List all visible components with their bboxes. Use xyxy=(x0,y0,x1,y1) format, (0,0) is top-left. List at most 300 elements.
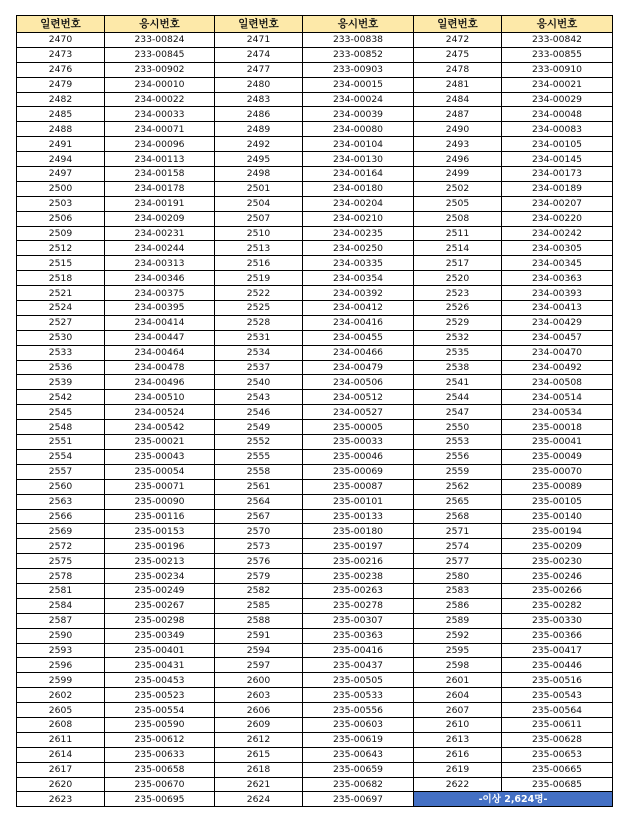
serial-number-cell: 2576 xyxy=(215,554,303,569)
table-row xyxy=(17,628,613,643)
serial-number-cell: 2593 xyxy=(17,643,105,658)
exam-number-cell: 234-00464 xyxy=(105,345,215,360)
exam-number-cell: 234-00478 xyxy=(105,360,215,375)
serial-number-cell: 2617 xyxy=(17,762,105,777)
serial-number-cell: 2610 xyxy=(414,717,502,732)
exam-number-cell: 235-00695 xyxy=(105,792,215,807)
serial-number-cell: 2534 xyxy=(215,345,303,360)
table-body xyxy=(17,33,613,807)
serial-number-cell: 2592 xyxy=(414,628,502,643)
exam-number-cell: 235-00246 xyxy=(502,569,613,584)
serial-number-cell: 2559 xyxy=(414,464,502,479)
exam-number-cell: 234-00363 xyxy=(502,271,613,286)
exam-number-cell: 235-00249 xyxy=(105,583,215,598)
serial-number-cell: 2508 xyxy=(414,211,502,226)
exam-number-cell: 235-00234 xyxy=(105,569,215,584)
table-row xyxy=(17,181,613,196)
exam-number-cell: 234-00542 xyxy=(105,420,215,435)
serial-number-cell: 2488 xyxy=(17,122,105,137)
serial-number-cell: 2579 xyxy=(215,569,303,584)
exam-number-cell: 235-00263 xyxy=(303,583,414,598)
serial-number-cell: 2602 xyxy=(17,688,105,703)
exam-number-cell: 235-00018 xyxy=(502,420,613,435)
table-row xyxy=(17,375,613,390)
serial-number-cell: 2570 xyxy=(215,524,303,539)
serial-number-cell: 2595 xyxy=(414,643,502,658)
table-row xyxy=(17,583,613,598)
exam-number-cell: 234-00039 xyxy=(303,107,414,122)
serial-number-cell: 2532 xyxy=(414,330,502,345)
table-row xyxy=(17,494,613,509)
exam-number-cell: 233-00845 xyxy=(105,47,215,62)
table-row xyxy=(17,62,613,77)
exam-number-cell: 234-00130 xyxy=(303,152,414,167)
serial-number-cell: 2621 xyxy=(215,777,303,792)
exam-number-cell: 234-00375 xyxy=(105,286,215,301)
exam-number-cell: 235-00556 xyxy=(303,703,414,718)
exam-number-cell: 235-00069 xyxy=(303,464,414,479)
table-row xyxy=(17,226,613,241)
serial-number-cell: 2575 xyxy=(17,554,105,569)
table-row xyxy=(17,77,613,92)
exam-number-cell: 234-00429 xyxy=(502,315,613,330)
exam-number-cell: 234-00080 xyxy=(303,122,414,137)
serial-number-cell: 2605 xyxy=(17,703,105,718)
table-row xyxy=(17,345,613,360)
exam-number-cell: 235-00089 xyxy=(502,479,613,494)
exam-number-cell: 234-00416 xyxy=(303,315,414,330)
table-row xyxy=(17,732,613,747)
exam-number-cell: 235-00307 xyxy=(303,613,414,628)
serial-number-cell: 2524 xyxy=(17,301,105,316)
serial-number-cell: 2486 xyxy=(215,107,303,122)
exam-number-cell: 234-00510 xyxy=(105,390,215,405)
serial-number-cell: 2525 xyxy=(215,301,303,316)
exam-number-cell: 235-00090 xyxy=(105,494,215,509)
serial-number-cell: 2604 xyxy=(414,688,502,703)
exam-number-cell: 234-00231 xyxy=(105,226,215,241)
exam-number-cell: 235-00196 xyxy=(105,539,215,554)
exam-number-cell: 234-00096 xyxy=(105,137,215,152)
serial-number-cell: 2510 xyxy=(215,226,303,241)
serial-number-cell: 2503 xyxy=(17,196,105,211)
serial-number-cell: 2551 xyxy=(17,435,105,450)
serial-number-cell: 2613 xyxy=(414,732,502,747)
exam-number-cell: 235-00554 xyxy=(105,703,215,718)
serial-number-cell: 2547 xyxy=(414,405,502,420)
exam-number-cell: 234-00413 xyxy=(502,301,613,316)
serial-number-cell: 2490 xyxy=(414,122,502,137)
header-serial-number: 일련번호 xyxy=(17,16,105,33)
header-serial-number: 일련번호 xyxy=(414,16,502,33)
exam-number-cell: 234-00414 xyxy=(105,315,215,330)
serial-number-cell: 2474 xyxy=(215,47,303,62)
table-row xyxy=(17,167,613,182)
table-row xyxy=(17,47,613,62)
serial-number-cell: 2527 xyxy=(17,315,105,330)
table-row xyxy=(17,33,613,48)
serial-number-cell: 2598 xyxy=(414,658,502,673)
exam-number-cell: 235-00619 xyxy=(303,732,414,747)
serial-number-cell: 2555 xyxy=(215,449,303,464)
serial-number-cell: 2603 xyxy=(215,688,303,703)
serial-number-cell: 2615 xyxy=(215,747,303,762)
serial-number-cell: 2549 xyxy=(215,420,303,435)
serial-number-cell: 2584 xyxy=(17,598,105,613)
exam-number-cell: 234-00455 xyxy=(303,330,414,345)
exam-number-cell: 235-00267 xyxy=(105,598,215,613)
table-row xyxy=(17,598,613,613)
exam-number-cell: 235-00071 xyxy=(105,479,215,494)
serial-number-cell: 2521 xyxy=(17,286,105,301)
table-row xyxy=(17,360,613,375)
exam-number-cell: 235-00230 xyxy=(502,554,613,569)
serial-number-cell: 2520 xyxy=(414,271,502,286)
serial-number-cell: 2538 xyxy=(414,360,502,375)
exam-number-cell: 235-00416 xyxy=(303,643,414,658)
serial-number-cell: 2536 xyxy=(17,360,105,375)
serial-number-cell: 2476 xyxy=(17,62,105,77)
exam-number-cell: 235-00213 xyxy=(105,554,215,569)
exam-number-cell: 234-00244 xyxy=(105,241,215,256)
exam-number-cell: 234-00345 xyxy=(502,256,613,271)
exam-number-cell: 235-00238 xyxy=(303,569,414,584)
exam-number-cell: 234-00207 xyxy=(502,196,613,211)
serial-number-cell: 2518 xyxy=(17,271,105,286)
exam-number-cell: 235-00216 xyxy=(303,554,414,569)
exam-number-cell: 234-00305 xyxy=(502,241,613,256)
header-exam-number: 응시번호 xyxy=(303,16,414,33)
table-row xyxy=(17,286,613,301)
serial-number-cell: 2558 xyxy=(215,464,303,479)
exam-number-cell: 234-00242 xyxy=(502,226,613,241)
exam-number-cell: 234-00191 xyxy=(105,196,215,211)
exam-number-cell: 233-00838 xyxy=(303,33,414,48)
exam-number-cell: 234-00173 xyxy=(502,167,613,182)
serial-number-cell: 2543 xyxy=(215,390,303,405)
table-row xyxy=(17,524,613,539)
exam-number-cell: 235-00153 xyxy=(105,524,215,539)
table-row xyxy=(17,539,613,554)
serial-number-cell: 2530 xyxy=(17,330,105,345)
exam-number-cell: 235-00087 xyxy=(303,479,414,494)
serial-number-cell: 2552 xyxy=(215,435,303,450)
table-row xyxy=(17,152,613,167)
serial-number-cell: 2623 xyxy=(17,792,105,807)
serial-number-cell: 2571 xyxy=(414,524,502,539)
serial-number-cell: 2556 xyxy=(414,449,502,464)
serial-number-cell: 2565 xyxy=(414,494,502,509)
serial-number-cell: 2499 xyxy=(414,167,502,182)
table-row xyxy=(17,762,613,777)
serial-number-cell: 2588 xyxy=(215,613,303,628)
exam-number-cell: 235-00043 xyxy=(105,449,215,464)
exam-number-cell: 235-00041 xyxy=(502,435,613,450)
table-row xyxy=(17,420,613,435)
exam-number-cell: 235-00446 xyxy=(502,658,613,673)
serial-number-cell: 2608 xyxy=(17,717,105,732)
exam-number-cell: 234-00015 xyxy=(303,77,414,92)
table-row xyxy=(17,777,613,792)
serial-number-cell: 2498 xyxy=(215,167,303,182)
exam-number-cell: 234-00164 xyxy=(303,167,414,182)
header-serial-number: 일련번호 xyxy=(215,16,303,33)
serial-number-cell: 2567 xyxy=(215,509,303,524)
exam-number-cell: 235-00523 xyxy=(105,688,215,703)
exam-number-cell: 235-00049 xyxy=(502,449,613,464)
exam-number-cell: 235-00046 xyxy=(303,449,414,464)
serial-number-cell: 2540 xyxy=(215,375,303,390)
exam-number-cell: 234-00395 xyxy=(105,301,215,316)
serial-number-cell: 2491 xyxy=(17,137,105,152)
exam-number-cell: 234-00250 xyxy=(303,241,414,256)
table-row xyxy=(17,613,613,628)
exam-number-cell: 235-00282 xyxy=(502,598,613,613)
serial-number-cell: 2589 xyxy=(414,613,502,628)
serial-number-cell: 2478 xyxy=(414,62,502,77)
exam-number-cell: 234-00048 xyxy=(502,107,613,122)
exam-number-cell: 235-00564 xyxy=(502,703,613,718)
exam-number-cell: 235-00685 xyxy=(502,777,613,792)
exam-number-cell: 235-00590 xyxy=(105,717,215,732)
serial-number-cell: 2585 xyxy=(215,598,303,613)
serial-number-cell: 2573 xyxy=(215,539,303,554)
exam-number-cell: 234-00021 xyxy=(502,77,613,92)
exam-number-cell: 234-00392 xyxy=(303,286,414,301)
serial-number-cell: 2590 xyxy=(17,628,105,643)
serial-number-cell: 2516 xyxy=(215,256,303,271)
exam-number-cell: 235-00101 xyxy=(303,494,414,509)
exam-number-cell: 234-00393 xyxy=(502,286,613,301)
serial-number-cell: 2477 xyxy=(215,62,303,77)
table-row xyxy=(17,211,613,226)
exam-number-cell: 234-00447 xyxy=(105,330,215,345)
serial-number-cell: 2586 xyxy=(414,598,502,613)
serial-number-cell: 2566 xyxy=(17,509,105,524)
serial-number-cell: 2528 xyxy=(215,315,303,330)
serial-number-cell: 2529 xyxy=(414,315,502,330)
exam-number-cell: 234-00083 xyxy=(502,122,613,137)
serial-number-cell: 2624 xyxy=(215,792,303,807)
serial-number-cell: 2557 xyxy=(17,464,105,479)
exam-number-cell: 234-00210 xyxy=(303,211,414,226)
serial-number-cell: 2581 xyxy=(17,583,105,598)
exam-number-cell: 234-00313 xyxy=(105,256,215,271)
serial-number-cell: 2495 xyxy=(215,152,303,167)
exam-number-cell: 235-00330 xyxy=(502,613,613,628)
exam-number-cell: 234-00346 xyxy=(105,271,215,286)
exam-number-cell: 233-00855 xyxy=(502,47,613,62)
exam-number-cell: 235-00505 xyxy=(303,673,414,688)
table-row xyxy=(17,717,613,732)
serial-number-cell: 2562 xyxy=(414,479,502,494)
exam-number-cell: 235-00670 xyxy=(105,777,215,792)
exam-number-cell: 234-00158 xyxy=(105,167,215,182)
serial-number-cell: 2479 xyxy=(17,77,105,92)
serial-number-cell: 2502 xyxy=(414,181,502,196)
exam-number-cell: 235-00653 xyxy=(502,747,613,762)
serial-number-cell: 2535 xyxy=(414,345,502,360)
exam-number-cell: 234-00412 xyxy=(303,301,414,316)
serial-number-cell: 2601 xyxy=(414,673,502,688)
exam-number-cell: 235-00349 xyxy=(105,628,215,643)
table-row xyxy=(17,688,613,703)
exam-number-cell: 234-00524 xyxy=(105,405,215,420)
exam-number-cell: 235-00417 xyxy=(502,643,613,658)
serial-number-cell: 2582 xyxy=(215,583,303,598)
exam-number-cell: 235-00116 xyxy=(105,509,215,524)
exam-number-cell: 234-00235 xyxy=(303,226,414,241)
serial-number-cell: 2569 xyxy=(17,524,105,539)
exam-number-cell: 235-00180 xyxy=(303,524,414,539)
header-exam-number: 응시번호 xyxy=(105,16,215,33)
exam-number-cell: 235-00682 xyxy=(303,777,414,792)
serial-number-cell: 2561 xyxy=(215,479,303,494)
exam-number-cell: 234-00514 xyxy=(502,390,613,405)
exam-number-cell: 234-00178 xyxy=(105,181,215,196)
exam-number-cell: 235-00628 xyxy=(502,732,613,747)
exam-number-cell: 235-00366 xyxy=(502,628,613,643)
exam-number-cell: 235-00659 xyxy=(303,762,414,777)
serial-number-cell: 2504 xyxy=(215,196,303,211)
exam-number-cell: 234-00033 xyxy=(105,107,215,122)
exam-number-cell: 235-00643 xyxy=(303,747,414,762)
exam-number-cell: 235-00298 xyxy=(105,613,215,628)
exam-number-cell: 234-00105 xyxy=(502,137,613,152)
serial-number-cell: 2578 xyxy=(17,569,105,584)
exam-number-cell: 235-00516 xyxy=(502,673,613,688)
exam-number-cell: 234-00204 xyxy=(303,196,414,211)
exam-number-cell: 235-00070 xyxy=(502,464,613,479)
exam-number-cell: 234-00104 xyxy=(303,137,414,152)
serial-number-cell: 2506 xyxy=(17,211,105,226)
exam-number-cell: 235-00194 xyxy=(502,524,613,539)
serial-number-cell: 2612 xyxy=(215,732,303,747)
serial-number-cell: 2546 xyxy=(215,405,303,420)
serial-number-cell: 2554 xyxy=(17,449,105,464)
exam-number-cell: 234-00496 xyxy=(105,375,215,390)
exam-number-cell: 234-00071 xyxy=(105,122,215,137)
exam-number-cell: 235-00665 xyxy=(502,762,613,777)
serial-number-cell: 2539 xyxy=(17,375,105,390)
exam-number-cell: 233-00903 xyxy=(303,62,414,77)
exam-number-cell: 234-00113 xyxy=(105,152,215,167)
table-row xyxy=(17,405,613,420)
serial-number-cell: 2614 xyxy=(17,747,105,762)
serial-number-cell: 2514 xyxy=(414,241,502,256)
exam-number-cell: 235-00021 xyxy=(105,435,215,450)
table-row xyxy=(17,747,613,762)
table-row xyxy=(17,137,613,152)
exam-number-cell: 235-00453 xyxy=(105,673,215,688)
serial-number-cell: 2564 xyxy=(215,494,303,509)
serial-number-cell: 2480 xyxy=(215,77,303,92)
exam-number-cell: 235-00437 xyxy=(303,658,414,673)
serial-number-cell: 2544 xyxy=(414,390,502,405)
exam-number-cell: 235-00363 xyxy=(303,628,414,643)
serial-number-cell: 2553 xyxy=(414,435,502,450)
serial-number-cell: 2563 xyxy=(17,494,105,509)
serial-number-cell: 2580 xyxy=(414,569,502,584)
exam-number-cell: 235-00140 xyxy=(502,509,613,524)
exam-number-cell: 234-00145 xyxy=(502,152,613,167)
serial-number-cell: 2597 xyxy=(215,658,303,673)
exam-number-cell: 235-00431 xyxy=(105,658,215,673)
serial-number-cell: 2481 xyxy=(414,77,502,92)
serial-number-cell: 2492 xyxy=(215,137,303,152)
exam-number-cell: 235-00543 xyxy=(502,688,613,703)
exam-number-cell: 233-00824 xyxy=(105,33,215,48)
table-row xyxy=(17,673,613,688)
serial-number-cell: 2542 xyxy=(17,390,105,405)
serial-number-cell: 2596 xyxy=(17,658,105,673)
serial-number-cell: 2550 xyxy=(414,420,502,435)
exam-number-cell: 234-00527 xyxy=(303,405,414,420)
serial-number-cell: 2515 xyxy=(17,256,105,271)
exam-number-cell: 235-00633 xyxy=(105,747,215,762)
serial-number-cell: 2500 xyxy=(17,181,105,196)
serial-number-cell: 2482 xyxy=(17,92,105,107)
serial-number-cell: 2526 xyxy=(414,301,502,316)
exam-number-cell: 235-00697 xyxy=(303,792,414,807)
serial-number-cell: 2522 xyxy=(215,286,303,301)
serial-number-cell: 2548 xyxy=(17,420,105,435)
exam-number-cell: 234-00508 xyxy=(502,375,613,390)
serial-number-cell: 2501 xyxy=(215,181,303,196)
exam-number-cell: 235-00401 xyxy=(105,643,215,658)
exam-number-cell: 233-00902 xyxy=(105,62,215,77)
exam-number-cell: 234-00010 xyxy=(105,77,215,92)
exam-number-cell: 233-00910 xyxy=(502,62,613,77)
serial-number-cell: 2577 xyxy=(414,554,502,569)
exam-number-cell: 235-00533 xyxy=(303,688,414,703)
serial-number-cell: 2616 xyxy=(414,747,502,762)
serial-number-cell: 2587 xyxy=(17,613,105,628)
serial-number-cell: 2489 xyxy=(215,122,303,137)
table-row xyxy=(17,464,613,479)
serial-number-cell: 2611 xyxy=(17,732,105,747)
applicant-number-table xyxy=(16,15,613,807)
serial-number-cell: 2496 xyxy=(414,152,502,167)
serial-number-cell: 2583 xyxy=(414,583,502,598)
exam-number-cell: 234-00354 xyxy=(303,271,414,286)
serial-number-cell: 2607 xyxy=(414,703,502,718)
exam-number-cell: 235-00105 xyxy=(502,494,613,509)
exam-number-cell: 235-00133 xyxy=(303,509,414,524)
exam-number-cell: 234-00022 xyxy=(105,92,215,107)
serial-number-cell: 2574 xyxy=(414,539,502,554)
serial-number-cell: 2594 xyxy=(215,643,303,658)
serial-number-cell: 2505 xyxy=(414,196,502,211)
exam-number-cell: 234-00470 xyxy=(502,345,613,360)
serial-number-cell: 2483 xyxy=(215,92,303,107)
exam-number-cell: 234-00479 xyxy=(303,360,414,375)
exam-number-cell: 235-00033 xyxy=(303,435,414,450)
total-count-label: -이상 2,624명- xyxy=(414,792,613,807)
serial-number-cell: 2513 xyxy=(215,241,303,256)
serial-number-cell: 2609 xyxy=(215,717,303,732)
serial-number-cell: 2487 xyxy=(414,107,502,122)
table-row xyxy=(17,792,613,807)
serial-number-cell: 2618 xyxy=(215,762,303,777)
exam-number-cell: 234-00180 xyxy=(303,181,414,196)
serial-number-cell: 2509 xyxy=(17,226,105,241)
serial-number-cell: 2512 xyxy=(17,241,105,256)
table-row xyxy=(17,479,613,494)
serial-number-cell: 2470 xyxy=(17,33,105,48)
exam-number-cell: 234-00534 xyxy=(502,405,613,420)
serial-number-cell: 2507 xyxy=(215,211,303,226)
